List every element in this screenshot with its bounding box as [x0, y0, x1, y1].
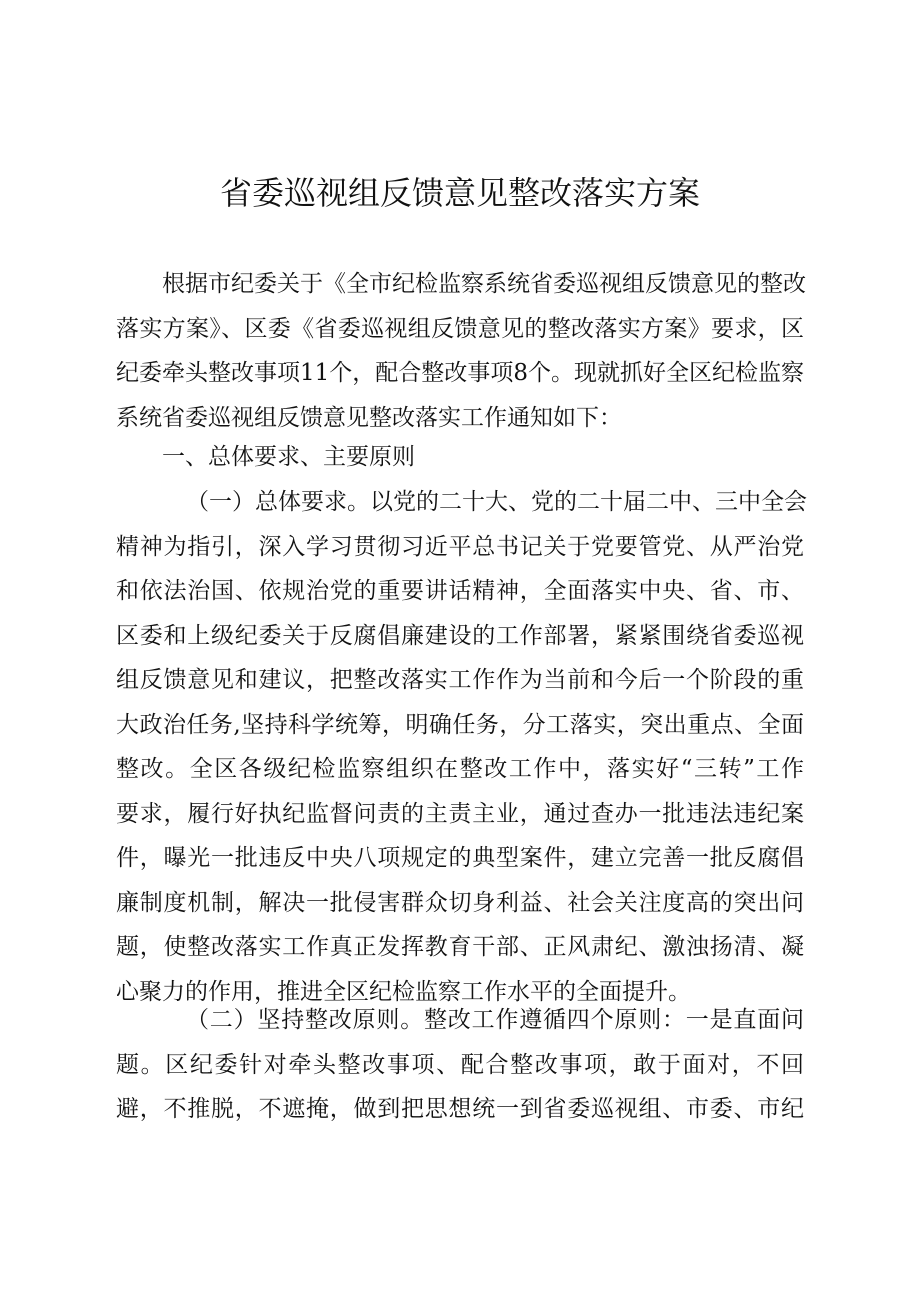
text-line: 题，使整改落实工作真正发挥教育干部、正风肃纪、激浊扬清、凝	[116, 934, 804, 960]
text-line: 避，不推脱，不遮掩，做到把思想统一到省委巡视组、市委、市纪	[116, 1096, 804, 1122]
text-line: 和依法治国、依规治党的重要讲话精神，全面落实中央、省、市、	[116, 578, 804, 604]
section-heading	[116, 435, 804, 480]
text-line: 组反馈意见和建议，把整改落实工作作为当前和今后一个阶段的重	[116, 667, 804, 693]
section-1-heading: 一、总体要求、主要原则	[162, 444, 415, 470]
text-line: 根据市纪委关于《全市纪检监察系统省委巡视组反馈意见的整改	[162, 271, 806, 297]
text-line: 落实方案》、区委《省委巡视组反馈意见的整改落实方案》要求，区	[116, 315, 804, 342]
text-line: 整改。全区各级纪检监察组织在整改工作中，落实好“三转”工作	[116, 756, 804, 782]
text-line: 廉制度机制，解决一批侵害群众切身利益、社会关注度高的突出问	[116, 889, 804, 916]
paragraph-general-requirements	[116, 480, 807, 1014]
text-line: 纪委牵头整改事项11个，配合整改事项8个。现就抓好全区纪检监察	[116, 360, 804, 386]
text-line: 大政治任务,坚持科学统筹，明确任务，分工落实，突出重点、全面	[116, 711, 804, 738]
paragraph-principles	[116, 998, 804, 1132]
intro-paragraph	[116, 262, 804, 440]
document-title: 省委巡视组反馈意见整改落实方案	[219, 174, 700, 212]
text-line: 件，曝光一批违反中央八项规定的典型案件，建立完善一批反腐倡	[116, 845, 804, 871]
text-line: 系统省委巡视组反馈意见整改落实工作通知如下：	[116, 404, 622, 431]
text-line: 心聚力的作用，推进全区纪检监察工作水平的全面提升。	[116, 978, 691, 1005]
text-line: 区委和上级纪委关于反腐倡廉建设的工作部署，紧紧围绕省委巡视	[116, 622, 804, 649]
text-line: 要求，履行好执纪监督问责的主责主业，通过查办一批违法违纪案	[116, 800, 804, 827]
text-line: 精神为指引，深入学习贯彻习近平总书记关于党要管党、从严治党	[116, 533, 804, 560]
text-line: （一）总体要求。以党的二十大、党的二十届二中、三中全会	[186, 489, 807, 515]
text-line: （二）坚持整改原则。整改工作遵循四个原则：一是直面问	[186, 1007, 804, 1033]
text-line: 题。区纪委针对牵头整改事项、配合整改事项，敢于面对，不回	[116, 1051, 804, 1078]
